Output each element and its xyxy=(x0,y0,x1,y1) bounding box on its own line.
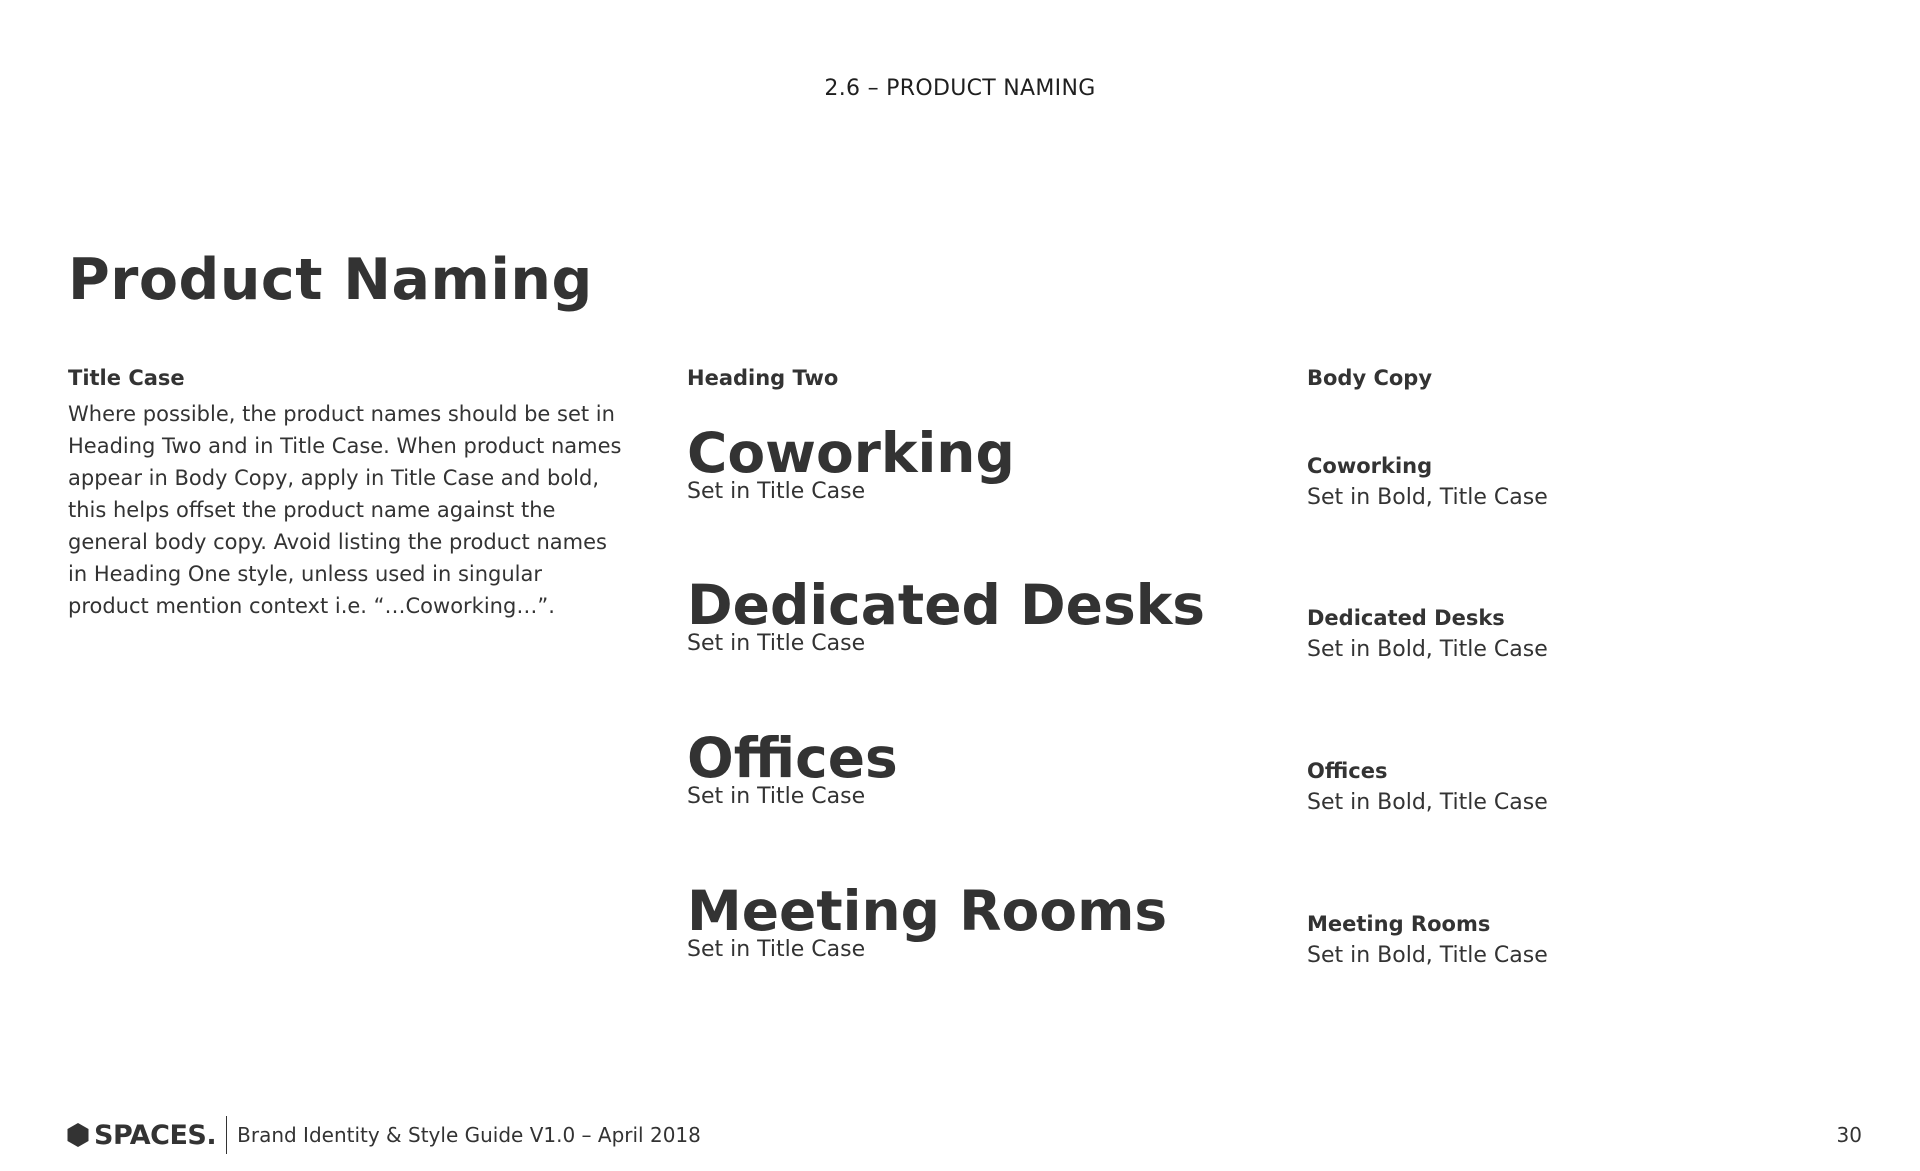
spaces-logo xyxy=(67,1116,216,1154)
heading-two-label: Heading Two xyxy=(687,366,839,390)
body-copy-note: Set in Bold, Title Case xyxy=(1307,943,1548,968)
footer xyxy=(67,1116,701,1154)
body-copy-note: Set in Bold, Title Case xyxy=(1307,637,1548,662)
heading-two-product-name: Meeting Rooms xyxy=(687,879,1168,943)
body-copy-product-name: Meeting Rooms xyxy=(1307,912,1491,936)
heading-two-example-meeting-rooms xyxy=(687,879,1168,963)
body-copy-product-name: Offices xyxy=(1307,759,1388,783)
body-copy-example-coworking xyxy=(1307,450,1548,514)
heading-two-example-offices xyxy=(687,726,898,810)
heading-two-note: Set in Title Case xyxy=(687,936,866,962)
heading-two-product-name: Dedicated Desks xyxy=(687,573,1206,637)
heading-two-product-name: Offices xyxy=(687,726,898,790)
page-title: Product Naming xyxy=(68,247,593,313)
section-header: 2.6 – PRODUCT NAMING xyxy=(824,76,1096,101)
footer-guide-text: Brand Identity & Style Guide V1.0 – April 2018 xyxy=(237,1123,701,1147)
intro-heading: Title Case xyxy=(68,366,185,390)
body-copy-note: Set in Bold, Title Case xyxy=(1307,790,1548,815)
body-copy-example-dedicated-desks xyxy=(1307,602,1548,666)
heading-two-example-coworking xyxy=(687,421,1015,505)
page-number: 30 xyxy=(1836,1123,1862,1147)
body-copy-example-meeting-rooms xyxy=(1307,908,1548,972)
footer-divider xyxy=(226,1116,227,1154)
logo-text: SPACES. xyxy=(94,1119,217,1151)
intro-body: Where possible, the product names should be set in Heading Two and in Title Case. When product names appear in Body Copy, apply in Title Case and bold, this helps offset the product name against the general body copy. Avoid listing the product names in Heading One style, unless used in singular product mention context i.e. “…Coworking…”. xyxy=(68,402,622,618)
body-copy-note: Set in Bold, Title Case xyxy=(1307,485,1548,510)
heading-two-example-dedicated-desks xyxy=(687,573,1206,657)
body-copy-label: Body Copy xyxy=(1307,366,1433,390)
hexagon-icon xyxy=(67,1123,89,1147)
body-copy-example-offices xyxy=(1307,755,1548,819)
heading-two-note: Set in Title Case xyxy=(687,630,866,656)
body-copy-product-name: Coworking xyxy=(1307,454,1433,478)
body-copy-product-name: Dedicated Desks xyxy=(1307,606,1505,630)
heading-two-note: Set in Title Case xyxy=(687,783,866,809)
heading-two-product-name: Coworking xyxy=(687,421,1015,485)
heading-two-note: Set in Title Case xyxy=(687,478,866,504)
